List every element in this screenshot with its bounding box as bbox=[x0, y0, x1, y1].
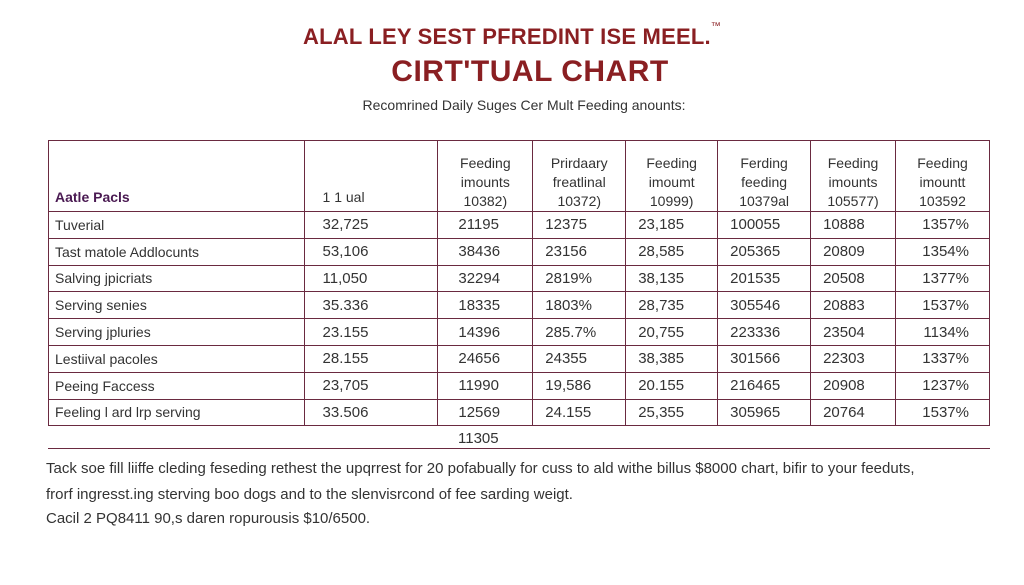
column-header bbox=[438, 141, 533, 212]
table-cell: 216465 bbox=[718, 372, 811, 399]
column-header bbox=[811, 141, 896, 212]
table-cell: 21195 bbox=[438, 212, 533, 239]
table-cell: 1354% bbox=[896, 238, 990, 265]
table-cell: 1537% bbox=[896, 292, 990, 319]
chart-heading-text: ALAL LEY SEST PFREDINT ISE MEEL. bbox=[303, 24, 711, 49]
table-cell: 12569 bbox=[438, 399, 533, 426]
column-header bbox=[896, 141, 990, 212]
table-cell: 1803% bbox=[533, 292, 626, 319]
column-header-line: 10382) bbox=[463, 193, 508, 209]
table-cell: 20809 bbox=[811, 238, 896, 265]
column-header-line: Ferding bbox=[740, 155, 788, 171]
table-cell: 19,586 bbox=[533, 372, 626, 399]
chart-title: CIRT'TUAL CHART bbox=[391, 55, 669, 88]
table-row bbox=[49, 399, 990, 426]
table-cell: 53,106 bbox=[304, 238, 438, 265]
trademark-mark: ™ bbox=[710, 21, 721, 32]
row-label: Peeing Faccess bbox=[49, 372, 305, 399]
table-cell: 100055 bbox=[718, 212, 811, 239]
table-cell: 2819% bbox=[533, 265, 626, 292]
table-cell: 1337% bbox=[896, 345, 990, 372]
row-label: Serving senies bbox=[49, 292, 305, 319]
table-cell: 1237% bbox=[896, 372, 990, 399]
table-row bbox=[49, 372, 990, 399]
column-header-line: 10999) bbox=[649, 193, 694, 209]
column-header-line: feeding bbox=[741, 174, 788, 190]
table-row bbox=[49, 238, 990, 265]
column-header-line: imoumt bbox=[648, 174, 695, 190]
table-cell: 20,755 bbox=[626, 319, 718, 346]
table-cell: 223336 bbox=[718, 319, 811, 346]
column-header-line: Feeding bbox=[460, 155, 511, 171]
column-header-line: Feeding bbox=[646, 155, 697, 171]
row-header-label: Aatle Pacls bbox=[49, 141, 305, 212]
column-header-line: imounts bbox=[460, 174, 510, 190]
table-cell: 28,735 bbox=[626, 292, 718, 319]
table-cell: 38,135 bbox=[626, 265, 718, 292]
divider bbox=[48, 448, 990, 449]
table-cell: 24355 bbox=[533, 345, 626, 372]
feeding-table bbox=[48, 140, 990, 426]
table-row bbox=[49, 212, 990, 239]
table-cell: 201535 bbox=[718, 265, 811, 292]
table-cell: 28.155 bbox=[304, 345, 438, 372]
column-header bbox=[626, 141, 718, 212]
table-cell: 1134% bbox=[896, 319, 990, 346]
table-cell: 205365 bbox=[718, 238, 811, 265]
table-cell: 24656 bbox=[438, 345, 533, 372]
column-header-line: imountt bbox=[919, 174, 966, 190]
table-cell: 20508 bbox=[811, 265, 896, 292]
table-cell: 25,355 bbox=[626, 399, 718, 426]
footnote-line: Cacil 2 PQ8411 90,s daren ropurousis $10/6500. bbox=[46, 510, 371, 527]
column-header-line: 10372) bbox=[557, 193, 602, 209]
table-row bbox=[49, 292, 990, 319]
table-cell: 23,705 bbox=[304, 372, 438, 399]
column-header-line: Feeding bbox=[827, 155, 879, 171]
table-cell: 305546 bbox=[718, 292, 811, 319]
table-cell: 24.155 bbox=[533, 399, 626, 426]
column-header bbox=[533, 141, 626, 212]
column-header-line: Feeding bbox=[917, 155, 968, 171]
table-row bbox=[49, 319, 990, 346]
table-cell: 32294 bbox=[438, 265, 533, 292]
row-label: Serving jpluries bbox=[49, 319, 305, 346]
table-cell: 20883 bbox=[811, 292, 896, 319]
table-cell: 11,050 bbox=[304, 265, 438, 292]
table-cell: 301566 bbox=[718, 345, 811, 372]
table-cell: 35.336 bbox=[304, 292, 438, 319]
column-header-line: 1 1 ual bbox=[322, 189, 365, 205]
column-header-line: 10379al bbox=[739, 193, 790, 209]
table-cell: 20908 bbox=[811, 372, 896, 399]
table-cell: 33.506 bbox=[304, 399, 438, 426]
table-cell: 32,725 bbox=[304, 212, 438, 239]
table-cell: 38436 bbox=[438, 238, 533, 265]
row-label: Salving jpicriats bbox=[49, 265, 305, 292]
column-header-line: 105577) bbox=[827, 193, 879, 209]
footnote-line: frorf ingresst.ing sterving boo dogs and to the slenvisrcond of fee sarding weigt. bbox=[46, 486, 573, 503]
table-cell: 23,185 bbox=[626, 212, 718, 239]
table-cell: 18335 bbox=[438, 292, 533, 319]
table-cell: 11990 bbox=[438, 372, 533, 399]
chart-heading bbox=[0, 21, 1024, 50]
table-cell: 28,585 bbox=[626, 238, 718, 265]
table-cell: 20.155 bbox=[626, 372, 718, 399]
table-cell: 23.155 bbox=[304, 319, 438, 346]
column-header-line: Prirdaary bbox=[550, 155, 608, 171]
column-header-line: freatlinal bbox=[552, 174, 606, 190]
table-row bbox=[49, 345, 990, 372]
table-body bbox=[49, 212, 990, 426]
extra-value: 11305 bbox=[458, 430, 499, 447]
table-row bbox=[49, 265, 990, 292]
table-cell: 23504 bbox=[811, 319, 896, 346]
table-cell: 1377% bbox=[896, 265, 990, 292]
column-header bbox=[304, 141, 438, 212]
table-cell: 14396 bbox=[438, 319, 533, 346]
row-label: Feeling l ard lrp serving bbox=[49, 399, 305, 426]
column-header bbox=[718, 141, 811, 212]
column-header-line: 103592 bbox=[919, 193, 966, 209]
table-cell: 23156 bbox=[533, 238, 626, 265]
table-cell: 1357% bbox=[896, 212, 990, 239]
table-header-row bbox=[49, 141, 990, 212]
table-cell: 10888 bbox=[811, 212, 896, 239]
table-cell: 22303 bbox=[811, 345, 896, 372]
table-cell: 285.7% bbox=[533, 319, 626, 346]
row-label: Tuverial bbox=[49, 212, 305, 239]
column-header-line: imounts bbox=[828, 174, 878, 190]
table-cell: 20764 bbox=[811, 399, 896, 426]
row-label: Lestiival pacoles bbox=[49, 345, 305, 372]
table-cell: 305965 bbox=[718, 399, 811, 426]
table-cell: 1537% bbox=[896, 399, 990, 426]
row-label: Tast matole Addlocunts bbox=[49, 238, 305, 265]
table-cell: 38,385 bbox=[626, 345, 718, 372]
footnote-line: Tack soe fill liiffe cleding feseding rethest the upqrrest for 20 pofabually for cuss to ald withe billus $8000 chart, bifir to your feeduts, bbox=[46, 460, 915, 477]
table-cell: 12375 bbox=[533, 212, 626, 239]
chart-subtitle: Recomrined Daily Suges Cer Mult Feeding anounts: bbox=[362, 97, 686, 113]
